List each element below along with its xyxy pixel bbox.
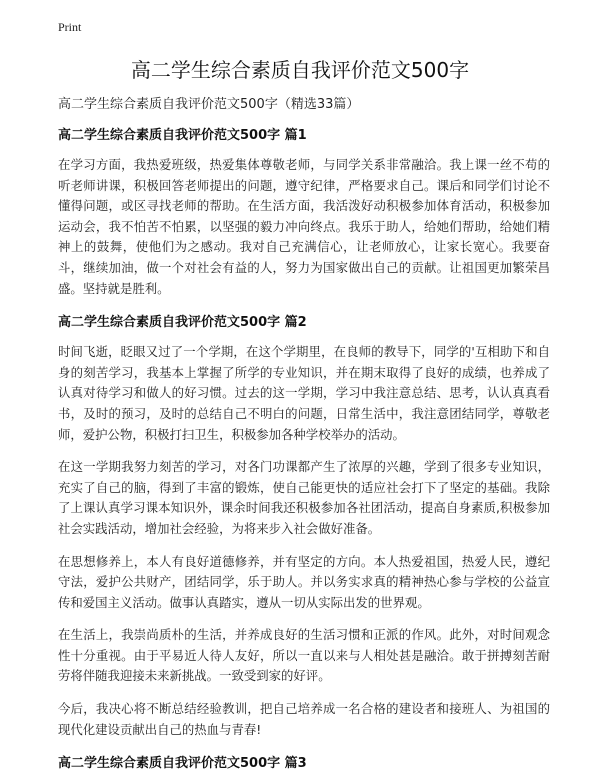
paragraph: 在思想修养上，本人有良好道德修养，并有坚定的方向。本人热爱祖国，热爱人民，遵纪守法，爱护公共财产，团结同学，乐于助人。并以务实求真的精神热心参与学校的公益宣传和爱国主义活动。做事认真踏实，遵从一切从实际出发的世界观。 xyxy=(58,553,550,610)
paragraph: 在这一学期我努力刻苦的学习，对各门功课都产生了浓厚的兴趣，学到了很多专业知识，充实了自己的脑，得到了丰富的锻炼，使自己能更快的适应社会打下了坚定的基础。我除了上课认真学习课本知识外，课余时间我还积极参加各社团活动，提高自身素质,积极参加社会实践活动，增加社会经验，为将来步入社会做好准备。 xyxy=(58,459,550,536)
paragraph: 今后，我决心将不断总结经验教训，把自己培养成一名合格的建设者和接班人、为祖国的现代化建设贡献出自己的热血与青春! xyxy=(58,701,550,737)
paragraph: 在学习方面，我热爱班级，热爱集体尊敬老师，与同学关系非常融洽。我上课一丝不苟的听老师讲课，积极回答老师提出的问题，遵守纪律，严格要求自己。课后和同学们讨论不懂得问题，或区寻找老师的帮助。在生活方面，我活泼好动积极参加体育活动，积极参加运动会，我不怕苦不怕累，以坚强的毅力冲向终点。我乐于助人，给她们帮助，给她们精神上的鼓舞，使他们为之感动。我对自己充满信心，让老师放心，让家长宽心。我要奋斗，继续加油，做一个对社会有益的人，努力为国家做出自己的贡献。让祖国更加繁荣昌盛。坚持就是胜利。 xyxy=(58,157,550,296)
page-title: 高二学生综合素质自我评价范文500字 xyxy=(130,58,470,82)
document-subtitle: 高二学生综合素质自我评价范文500字（精选33篇） xyxy=(58,97,360,112)
print-link[interactable]: Print xyxy=(58,20,82,34)
section-heading: 高二学生综合素质自我评价范文500字 篇3 xyxy=(58,756,307,772)
paragraph: 时间飞逝，眨眼又过了一个学期，在这个学期里，在良师的教导下，同学的'互相助下和自身的刻苦学习，我基本上掌握了所学的专业知识，并在期末取得了良好的成绩，也养成了认真对待学习和做人的好习惯。过去的这一学期，学习中我注意总结、思考，认认真真看书，及时的预习，及时的总结自己不明白的问题，日常生活中，我注意团结同学，尊敬老师，爱护公物，积极打扫卫生，积极参加各种学校举办的活动。 xyxy=(58,344,550,442)
section-heading: 高二学生综合素质自我评价范文500字 篇2 xyxy=(58,315,307,331)
section-2 xyxy=(58,311,550,740)
article-body xyxy=(58,124,550,783)
paragraph: 在生活上，我崇尚质朴的生活，并养成良好的生活习惯和正派的作风。此外，对时间观念性十分重视。由于平易近人待人友好，所以一直以来与人相处甚是融洽。敢于拼搏刻苦耐劳将伴随我迎接未来新挑战。一致受到家的好评。 xyxy=(58,627,550,684)
section-heading: 高二学生综合素质自我评价范文500字 篇1 xyxy=(58,128,307,143)
section-1 xyxy=(58,124,550,299)
section-3 xyxy=(58,752,550,771)
